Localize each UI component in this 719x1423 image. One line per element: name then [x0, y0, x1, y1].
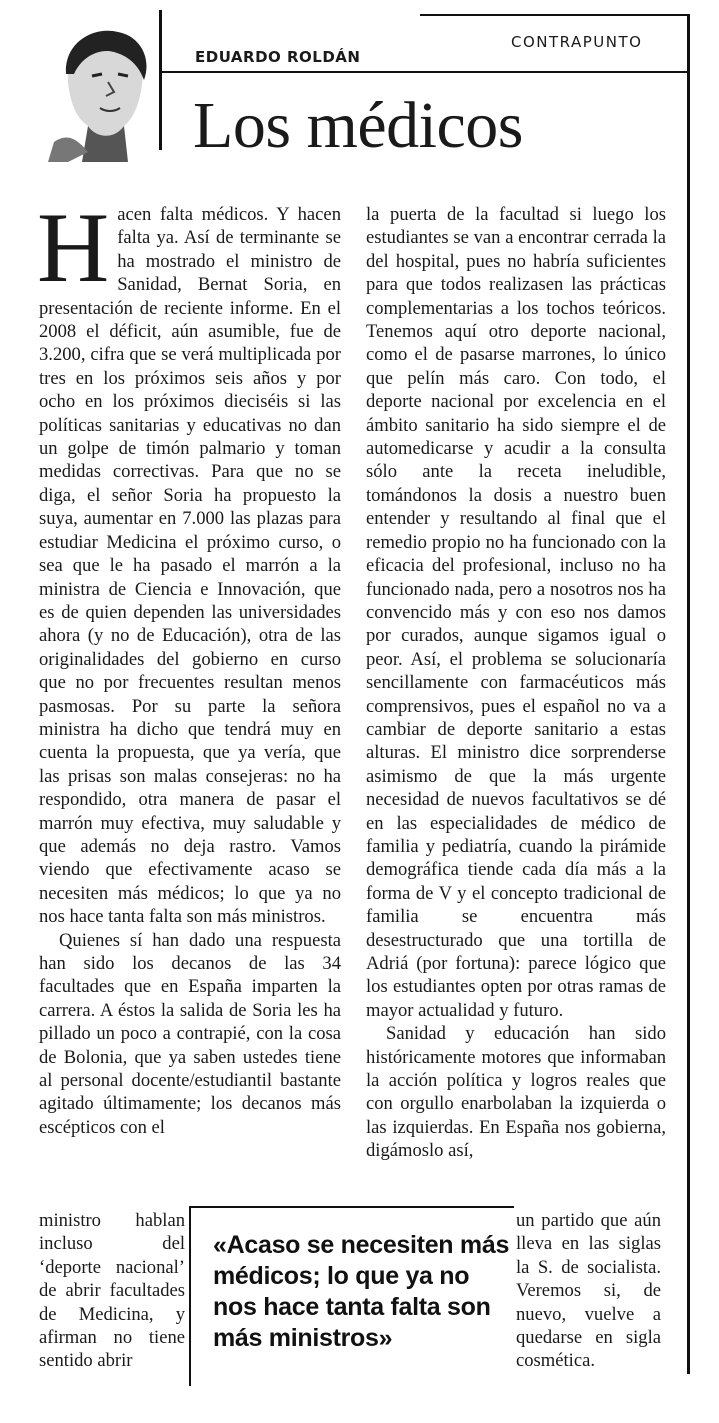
pull-quote [189, 1206, 514, 1386]
paragraph: Hacen falta médicos. Y hacen falta ya. Así de terminante se ha mostrado el ministro de Sanidad, Bernat Soria, en presentación de reciente informe. En el 2008 el déficit, aún asumible, fue de 3.200, cifra que se verá multiplicada por tres en los próximos seis años y por ocho en los próximos dieciséis si las políticas sanitarias y educativas no dan un golpe de timón palmario y toman medidas correctivas. Para que no se diga, el señor Soria ha propuesto la suya, aumentar en 7.000 las plazas para estudiar Medicina el próximo curso, o sea que le ha pasado el marrón a la ministra de Ciencia e Innovación, que es de quien dependen las universidades ahora (y no de Educación), otra de las originalidades del gobierno en curso que no por frecuentes resultan menos pasmosas. Por su parte la señora ministra ha dicho que tendrá muy en cuenta la propuesta, que ya vería, que las prisas son malas consejeras: no ha respondido, otra manera de pasar el marrón muy efectiva, muy saludable y que además no deja rastro. Vamos viendo que efectivamente acaso se necesiten más médicos; lo que ya no nos hace tanta falta son más ministros. [37, 192, 341, 928]
header-horizontal-rule [159, 71, 689, 73]
article-column-right [366, 203, 666, 1163]
paragraph: Quienes sí han dado una respuesta han sido los decanos de las 34 facultades que en España imparten la carrera. A éstos la salida de Soria les ha pillado un poco a contrapié, con la cosa de Bolonia, que ya saben ustedes tiene al personal docente/estudiantil bastante agitado últimamente; los decanos más escépticos con el [39, 929, 341, 1138]
article-column-left-tail: ministro hablan incluso del ‘deporte nacional’ de abrir facultades de Medicina, y afirman no tiene sentido abrir [39, 1210, 185, 1372]
article-column-right-tail: un partido que aún lleva en las siglas la S. de socialista. Veremos si, de nuevo, vuelve a quedarse en sigla cosmética. [516, 1210, 661, 1372]
article-title: Los médicos [193, 89, 523, 162]
section-label: CONTRAPUNTO [511, 33, 643, 51]
right-column-rule [687, 14, 690, 1374]
paragraph: la puerta de la facultad si luego los estudiantes se van a encontrar cerrada la del hospital, pues no habría suficientes para que todos realizasen las prácticas complementarias a los tochos teóricos. Tenemos aquí otro deporte nacional, como el de pasarse marrones, lo único que pelín más caro. Con todo, el deporte nacional por excelencia en el ámbito sanitario ha sido siempre el de automedicarse y acudir a la consulta sólo ante la receta ineludible, tomándonos la dosis a nuestro buen entender y resultando al final que el remedio propio no ha funcionado con la eficacia del profesional, incluso no ha funcionado nada, pero a nosotros nos ha convencido más y con eso nos damos por curados, aunque sigamos igual o peor. Así, el problema se solucionaría sencillamente con farmacéuticos más comprensivos, pues el español no va a cambiar de deporte sanitario a estas alturas. El ministro dice sorprenderse asimismo de que la más urgente necesidad de nuevos facultativos se dé en las especialidades de médico de familia y pediatría, cuando la pirámide demográfica tiende cada día más a la forma de V y el concepto tradicional de familia se encuentra más desestructurado que una tortilla de Adriá (por fortuna): parece lógico que los estudiantes opten por otras ramas de mayor actualidad y futuro. [366, 204, 666, 1021]
pull-quote-text: «Acaso se necesiten más médicos; lo que ya no nos hace tanta falta son más ministros» [213, 1231, 510, 1352]
paragraph: Sanidad y educación han sido históricamente motores que informaban la acción política y logros reales que con orgullo enarbolaban la izquierda o las izquierdas. En España nos gobierna, digámoslo así, [366, 1023, 666, 1162]
top-rule [420, 14, 688, 16]
author-byline: EDUARDO ROLDÁN [195, 48, 361, 66]
author-portrait [48, 22, 160, 162]
article-column-left [37, 192, 341, 1139]
drop-cap: H [37, 192, 110, 303]
